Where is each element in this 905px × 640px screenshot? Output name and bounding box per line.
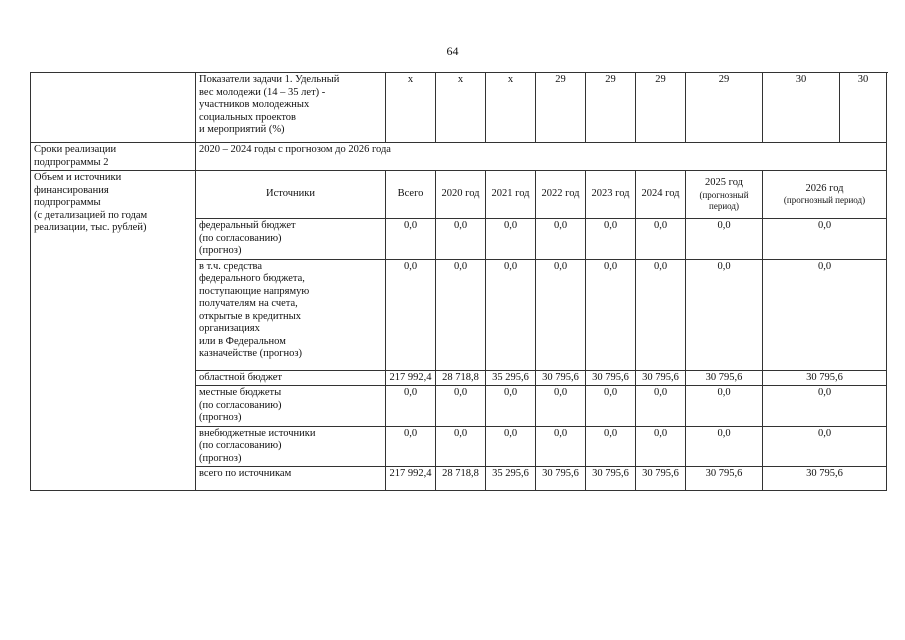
value-cell: 0,0 — [536, 386, 586, 427]
value-cell: 0,0 — [486, 386, 536, 427]
value-cell: 217 992,4 — [386, 370, 436, 386]
value-cell: 35 295,6 — [486, 370, 536, 386]
value-cell: 0,0 — [636, 219, 686, 260]
task-value: 29 — [686, 73, 763, 143]
value-cell: 35 295,6 — [486, 467, 536, 491]
source-name: областной бюджет — [196, 370, 386, 386]
task-value: x — [486, 73, 536, 143]
value-cell: 0,0 — [686, 219, 763, 260]
header-2025: 2025 год (прогнозный период) — [686, 171, 763, 219]
value-cell: 0,0 — [386, 219, 436, 260]
value-cell: 0,0 — [686, 259, 763, 370]
value-cell: 30 795,6 — [686, 370, 763, 386]
task-value: 29 — [636, 73, 686, 143]
value-cell: 0,0 — [636, 426, 686, 467]
value-cell: 217 992,4 — [386, 467, 436, 491]
value-cell: 0,0 — [763, 219, 887, 260]
header-2020: 2020 год — [436, 171, 486, 219]
value-cell: 30 795,6 — [586, 467, 636, 491]
value-cell: 0,0 — [586, 386, 636, 427]
value-cell: 0,0 — [486, 426, 536, 467]
task-value: 30 — [840, 73, 887, 143]
task-indicator-row — [31, 73, 887, 143]
value-cell: 0,0 — [486, 259, 536, 370]
value-cell: 0,0 — [536, 259, 586, 370]
value-cell: 0,0 — [436, 259, 486, 370]
task-indicator-label: Показатели задачи 1. Удельный вес молодежи (14 – 35 лет) - участников молодежных социальных проектов и мероприятий (%) — [196, 73, 386, 143]
value-cell: 0,0 — [436, 386, 486, 427]
value-cell: 0,0 — [386, 386, 436, 427]
terms-row — [31, 143, 887, 171]
subprogram-passport-table — [30, 72, 887, 491]
value-cell: 30 795,6 — [636, 467, 686, 491]
terms-value: 2020 – 2024 годы с прогнозом до 2026 года — [196, 143, 887, 171]
value-cell: 30 795,6 — [636, 370, 686, 386]
source-name: всего по источникам — [196, 467, 386, 491]
value-cell: 0,0 — [686, 386, 763, 427]
financing-label: Объем и источники финансирования подпрограммы (с детализацией по годам реализации, тыс. рублей) — [31, 171, 196, 491]
header-total: Всего — [386, 171, 436, 219]
header-sources: Источники — [196, 171, 386, 219]
value-cell: 0,0 — [763, 259, 887, 370]
source-name: внебюджетные источники (по согласованию) (прогноз) — [196, 426, 386, 467]
task-value: 29 — [586, 73, 636, 143]
value-cell: 0,0 — [536, 219, 586, 260]
value-cell: 0,0 — [686, 426, 763, 467]
value-cell: 30 795,6 — [763, 467, 887, 491]
header-2022: 2022 год — [536, 171, 586, 219]
header-2021: 2021 год — [486, 171, 536, 219]
empty-label-cell — [31, 73, 196, 143]
header-2023: 2023 год — [586, 171, 636, 219]
header-2024: 2024 год — [636, 171, 686, 219]
terms-label: Сроки реализации подпрограммы 2 — [31, 143, 196, 171]
source-name: федеральный бюджет (по согласованию) (прогноз) — [196, 219, 386, 260]
value-cell: 0,0 — [536, 426, 586, 467]
value-cell: 0,0 — [763, 426, 887, 467]
value-cell: 0,0 — [436, 219, 486, 260]
value-cell: 28 718,8 — [436, 370, 486, 386]
value-cell: 0,0 — [586, 259, 636, 370]
value-cell: 0,0 — [586, 219, 636, 260]
financing-header-row — [31, 171, 887, 219]
value-cell: 0,0 — [436, 426, 486, 467]
value-cell: 0,0 — [636, 259, 686, 370]
value-cell: 0,0 — [763, 386, 887, 427]
source-name: местные бюджеты (по согласованию) (прогноз) — [196, 386, 386, 427]
value-cell: 30 795,6 — [586, 370, 636, 386]
value-cell: 0,0 — [636, 386, 686, 427]
value-cell: 0,0 — [486, 219, 536, 260]
value-cell: 30 795,6 — [686, 467, 763, 491]
value-cell: 0,0 — [586, 426, 636, 467]
value-cell: 30 795,6 — [763, 370, 887, 386]
source-name: в т.ч. средства федерального бюджета, поступающие напрямую получателям на счета, открытые в кредитных организациях или в Федеральном казначействе (прогноз) — [196, 259, 386, 370]
value-cell: 28 718,8 — [436, 467, 486, 491]
value-cell: 0,0 — [386, 259, 436, 370]
value-cell: 0,0 — [386, 426, 436, 467]
value-cell: 30 795,6 — [536, 370, 586, 386]
value-cell: 30 795,6 — [536, 467, 586, 491]
task-value: x — [386, 73, 436, 143]
page-number: 64 — [446, 44, 459, 58]
header-2026: 2026 год (прогнозный период) — [763, 171, 887, 219]
task-value: x — [436, 73, 486, 143]
task-value: 30 — [763, 73, 840, 143]
task-value: 29 — [536, 73, 586, 143]
